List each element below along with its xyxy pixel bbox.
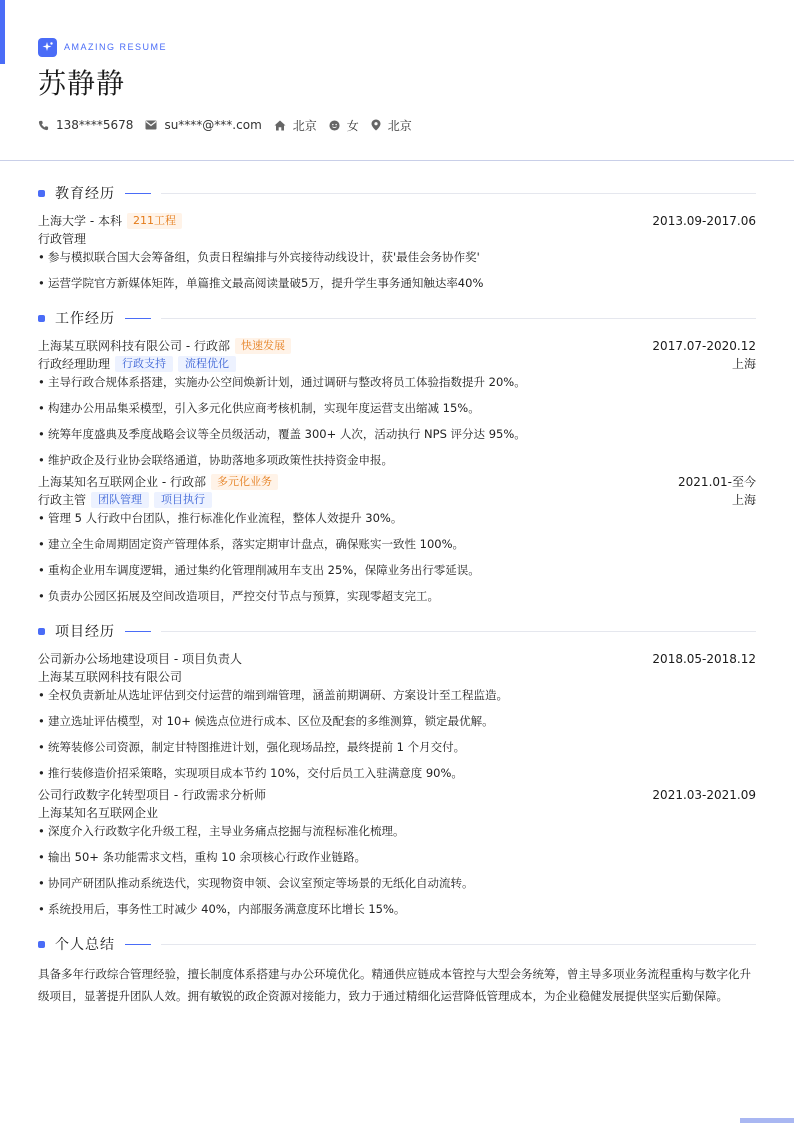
work-entry: [38, 337, 756, 469]
work-city: 上海: [731, 493, 756, 507]
list-item: • 统筹装修公司资源，制定甘特图推进计划，强化现场品控，最终提前 1 个月交付。: [38, 738, 756, 764]
list-item: • 统筹年度盛典及季度战略会议等全员级活动，覆盖 300+ 人次，活动执行 NPS 评分达 95%。: [38, 425, 756, 451]
section-rule: [161, 944, 756, 945]
list-item: • 推行装修造价招采策略，实现项目成本节约 10%，交付后员工入驻满意度 90%。: [38, 764, 756, 782]
contact-text: 138****5678: [56, 118, 134, 132]
project-date: 2021.03-2021.09: [652, 788, 756, 802]
contact-text: su****@***.com: [164, 118, 262, 132]
education-entry: [38, 212, 756, 300]
project-name: 公司行政数字化转型项目 - 行政需求分析师: [38, 788, 266, 802]
project-org: 上海某知名互联网企业: [38, 806, 159, 820]
section-rule: [161, 631, 756, 632]
project-date: 2018.05-2018.12: [652, 652, 756, 666]
header-divider: [0, 160, 794, 161]
list-item: • 主导行政合规体系搭建，实施办公空间焕新计划，通过调研与整改将员工体验指数提升 20%。: [38, 373, 756, 399]
list-item: • 重构企业用车调度逻辑，通过集约化管理削减用车支出 25%，保障业务出行零延误。: [38, 561, 756, 587]
section-label: 个人总结: [55, 937, 115, 953]
role-tag: 团队管理: [91, 492, 149, 508]
section-marker: [38, 628, 45, 635]
major: 行政管理: [38, 232, 87, 246]
list-item: • 输出 50+ 条功能需求文档，重构 10 余项核心行政作业链路。: [38, 848, 756, 874]
section-rule: [125, 631, 151, 632]
education-bullets: [38, 248, 756, 300]
contact-text: 女: [346, 118, 359, 133]
work-entry: [38, 473, 756, 613]
role-tag: 流程优化: [178, 356, 236, 372]
section-rule: [161, 318, 756, 319]
sparkle-icon: [38, 38, 57, 57]
section-label: 工作经历: [55, 311, 115, 327]
job-title: 行政主管: [38, 493, 87, 507]
company-tag: 多元化业务: [211, 474, 278, 490]
list-item: • 协同产研团队推动系统迭代，实现物资申领、会议室预定等场景的无纸化自动流转。: [38, 874, 756, 900]
phone-icon: [38, 120, 49, 131]
section-education-title: [38, 183, 756, 203]
section-label: 教育经历: [55, 186, 115, 202]
list-item: • 维护政企及行业协会联络通道，协助落地多项政策性扶持资金申报。: [38, 451, 756, 469]
summary-text: 具备多年行政综合管理经验，擅长制度体系搭建与办公环境优化。精通供应链成本管控与大型会务统筹，曾主导多项业务流程重构与数字化升级项目，显著提升团队人效。拥有敏锐的政企资源对接能力，致力于通过精细化运营降低管理成本，为企业稳健发展提供坚实后勤保障。: [38, 967, 751, 1003]
section-projects-title: [38, 621, 756, 641]
section-work-title: [38, 308, 756, 328]
section-rule: [125, 318, 151, 319]
work-bullets: [38, 509, 756, 613]
list-item: • 深度介入行政数字化升级工程，主导业务痛点挖掘与流程标准化梳理。: [38, 822, 756, 848]
job-title: 行政经理助理: [38, 357, 111, 371]
project-bullets: [38, 822, 756, 926]
contact-gender: [329, 117, 359, 134]
role-tag: 行政支持: [115, 356, 173, 372]
company-name: 上海某互联网科技有限公司 - 行政部: [38, 339, 230, 353]
section-summary-title: [38, 934, 756, 954]
list-item: • 运营学院官方新媒体矩阵，单篇推文最高阅读量破5万，提升学生事务通知触达率40%: [38, 274, 756, 300]
face-icon: [329, 120, 340, 131]
location-icon: [371, 119, 381, 131]
accent-bar-bottom: [740, 1118, 794, 1123]
accent-bar-left: [0, 0, 5, 64]
company-tag: 快速发展: [235, 338, 291, 354]
section-rule: [125, 193, 151, 194]
brand: [38, 37, 756, 57]
work-city: 上海: [731, 357, 756, 371]
contact-email: [145, 118, 261, 132]
list-item: • 建立全生命周期固定资产管理体系，落实定期审计盘点，确保账实一致性 100%。: [38, 535, 756, 561]
brand-text: AMAZING RESUME: [64, 42, 168, 52]
school-tag: 211工程: [127, 213, 182, 229]
role-tag: 项目执行: [154, 492, 212, 508]
list-item: • 参与模拟联合国大会筹备组，负责日程编排与外宾接待动线设计，获'最佳会务协作奖': [38, 248, 756, 274]
list-item: • 系统投用后，事务性工时减少 40%，内部服务满意度环比增长 15%。: [38, 900, 756, 926]
list-item: • 管理 5 人行政中台团队，推行标准化作业流程，整体人效提升 30%。: [38, 509, 756, 535]
project-entry: [38, 786, 756, 926]
company-name: 上海某知名互联网企业 - 行政部: [38, 475, 206, 489]
contact-list: [38, 117, 756, 133]
contact-phone: [38, 118, 133, 132]
contact-location: [371, 117, 412, 134]
candidate-name: 苏静静: [38, 67, 126, 100]
work-bullets: [38, 373, 756, 469]
section-label: 项目经历: [55, 624, 115, 640]
section-marker: [38, 315, 45, 322]
resume-body: [38, 183, 756, 1007]
section-marker: [38, 190, 45, 197]
section-marker: [38, 941, 45, 948]
work-date: 2021.01-至今: [678, 475, 756, 489]
resume-header: [38, 37, 756, 133]
contact-text: 北京: [387, 118, 412, 133]
education-date: 2013.09-2017.06: [652, 214, 756, 228]
list-item: • 构建办公用品集采模型，引入多元化供应商考核机制，实现年度运营支出缩减 15%。: [38, 399, 756, 425]
project-entry: [38, 650, 756, 782]
project-name: 公司新办公场地建设项目 - 项目负责人: [38, 652, 242, 666]
section-rule: [125, 944, 151, 945]
school-name: 上海大学 - 本科: [38, 214, 122, 228]
list-item: • 负责办公园区拓展及空间改造项目，严控交付节点与预算，实现零超支完工。: [38, 587, 756, 613]
home-icon: [274, 120, 286, 131]
list-item: • 建立选址评估模型，对 10+ 候选点位进行成本、区位及配套的多维测算，锁定最优解。: [38, 712, 756, 738]
mail-icon: [145, 120, 157, 130]
section-rule: [161, 193, 756, 194]
project-org: 上海某互联网科技有限公司: [38, 670, 183, 684]
work-date: 2017.07-2020.12: [652, 339, 756, 353]
list-item: • 全权负责新址从选址评估到交付运营的端到端管理，涵盖前期调研、方案设计至工程监造。: [38, 686, 756, 712]
contact-text: 北京: [292, 118, 317, 133]
contact-hometown: [274, 117, 317, 134]
project-bullets: [38, 686, 756, 782]
